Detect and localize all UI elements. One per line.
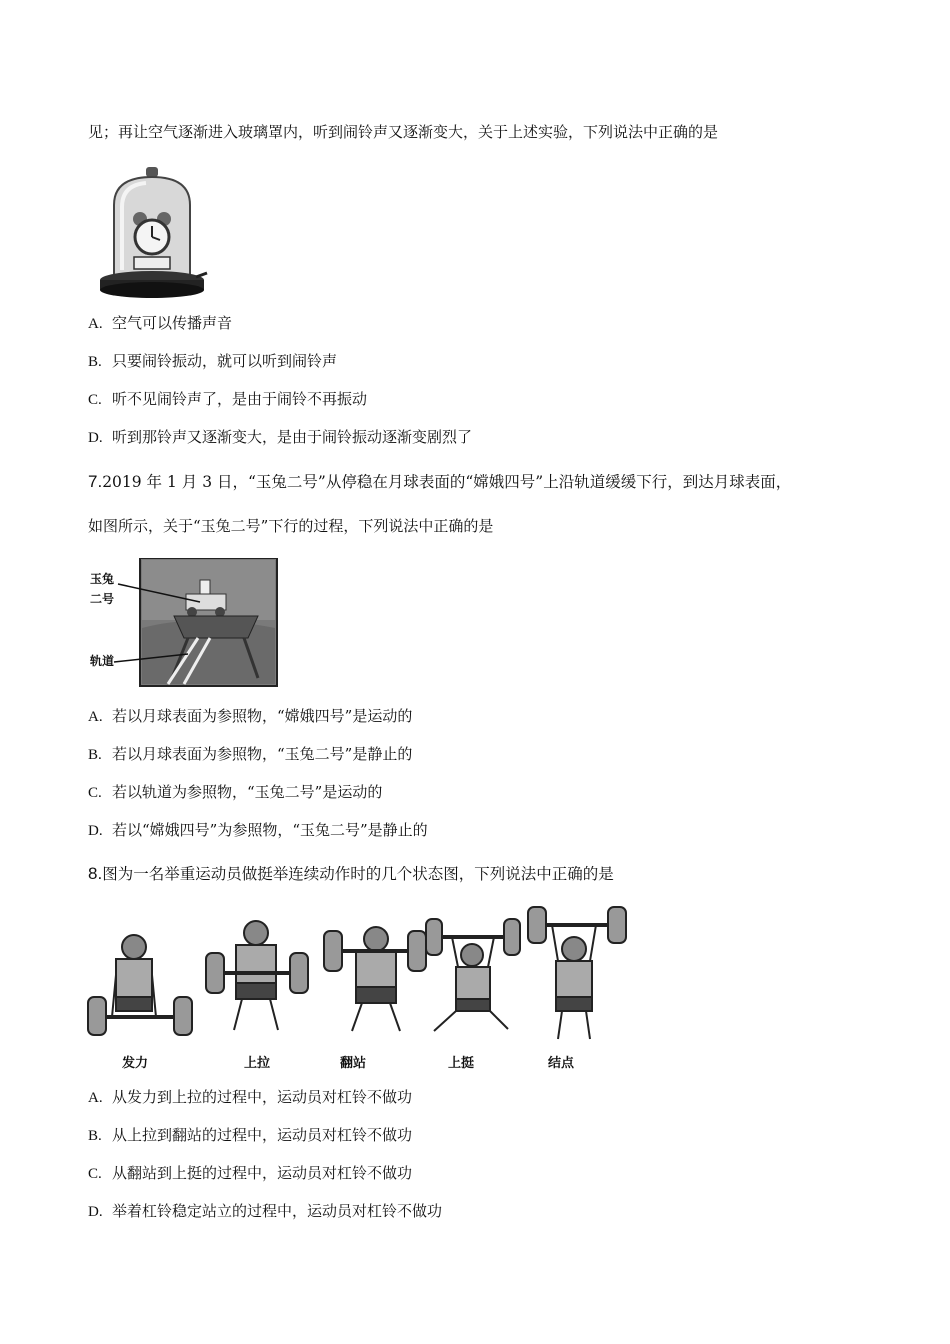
q7-option-c: C. 若以轨道为参照物，“玉兔二号”是运动的: [88, 783, 383, 801]
rover-label-line2: 二号: [90, 592, 115, 606]
pose-shangla: [206, 921, 308, 1030]
rover-label-line1: 玉兔: [90, 572, 115, 586]
caption-shangla: 上拉: [244, 1055, 271, 1070]
caption-jiedian: 结点: [548, 1055, 575, 1070]
q6-option-b: B. 只要闹铃振动，就可以听到闹铃声: [88, 352, 338, 370]
q7-option-d: D. 若以“嫦娥四号”为参照物，“玉兔二号”是静止的: [88, 821, 428, 839]
q6-option-a: A. 空气可以传播声音: [88, 314, 233, 332]
caption-fali: 发力: [122, 1055, 149, 1070]
q6-option-d: D. 听到那铃声又逐渐变大，是由于闹铃振动逐渐变剧烈了: [88, 428, 473, 446]
q8-option-b: B. 从上拉到翻站的过程中，运动员对杠铃不做功: [88, 1126, 413, 1144]
weightlifter-figure: [86, 905, 631, 1045]
q7-stem-line1: 7.2019 年 1 月 3 日，“玉兔二号”从停稳在月球表面的“嫦娥四号”上沿轨道缓缓下行，到达月球表面，: [88, 472, 792, 491]
q7-stem-line2: 如图所示，关于“玉兔二号”下行的过程，下列说法中正确的是: [88, 517, 494, 535]
bell-jar-figure: [96, 165, 208, 300]
q8-option-a: A. 从发力到上拉的过程中，运动员对杠铃不做功: [88, 1088, 413, 1106]
q8-option-c: C. 从翻站到上挺的过程中，运动员对杠铃不做功: [88, 1164, 413, 1182]
q8-option-d: D. 举着杠铃稳定站立的过程中，运动员对杠铃不做功: [88, 1202, 443, 1220]
rover-figure: [88, 558, 278, 688]
caption-shangting: 上挺: [448, 1055, 475, 1070]
caption-fanzhan: 翻站: [340, 1055, 367, 1070]
rover-photo: [88, 558, 278, 688]
q7-option-a: A. 若以月球表面为参照物，“嫦娥四号”是运动的: [88, 707, 413, 725]
pose-jiedian: [528, 907, 626, 1039]
q8-stem: 8.图为一名举重运动员做挺举连续动作时的几个状态图，下列说法中正确的是: [88, 864, 614, 883]
q6-stem-tail: 见；再让空气逐渐进入玻璃罩内，听到闹铃声又逐渐变大，关于上述实验，下列说法中正确的是: [88, 123, 719, 141]
pose-fanzhan: [324, 927, 426, 1031]
track-label: 轨道: [90, 654, 115, 668]
pose-shangting: [426, 919, 520, 1031]
q6-option-c: C. 听不见闹铃声了，是由于闹铃不再振动: [88, 390, 368, 408]
pose-fali: [88, 935, 192, 1035]
q7-option-b: B. 若以月球表面为参照物，“玉兔二号”是静止的: [88, 745, 413, 763]
